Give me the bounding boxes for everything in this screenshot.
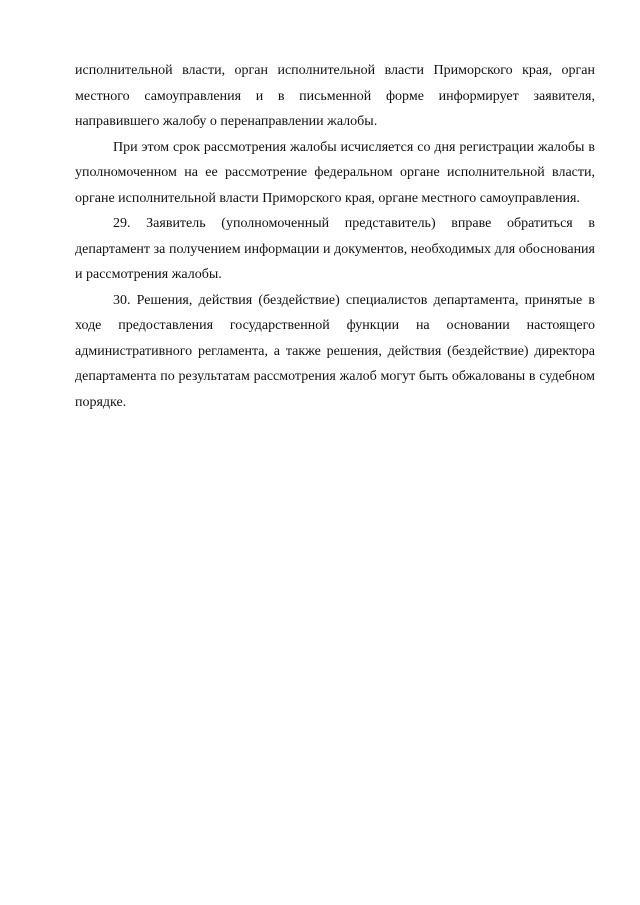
paragraph-complaint-term: При этом срок рассмотрения жалобы исчисляется со дня регистрации жалобы в уполномоченном на ее рассмотрение федеральном органе исполнительной власти, органе исполнительной власти Приморского края, органе местного самоуправления. — [75, 139, 595, 206]
paragraph-continuation: исполнительной власти, орган исполнительной власти Приморского края, орган местного самоуправления и в письменной форме информирует заявителя, направившего жалобу о перенаправлении жалобы. — [75, 63, 595, 129]
document-body — [75, 58, 595, 415]
paragraph-item-30: 30. Решения, действия (бездействие) специалистов департамента, принятые в ходе предоставления государственной функции на основании настоящего административного регламента, а также решения, действия (бездействие) директора департамента по результатам рассмотрения жалоб могут быть обжалованы в судебном порядке. — [75, 292, 595, 410]
paragraph-item-29: 29. Заявитель (уполномоченный представитель) вправе обратиться в департамент за получением информации и документов, необходимых для обоснования и рассмотрения жалобы. — [75, 216, 595, 282]
